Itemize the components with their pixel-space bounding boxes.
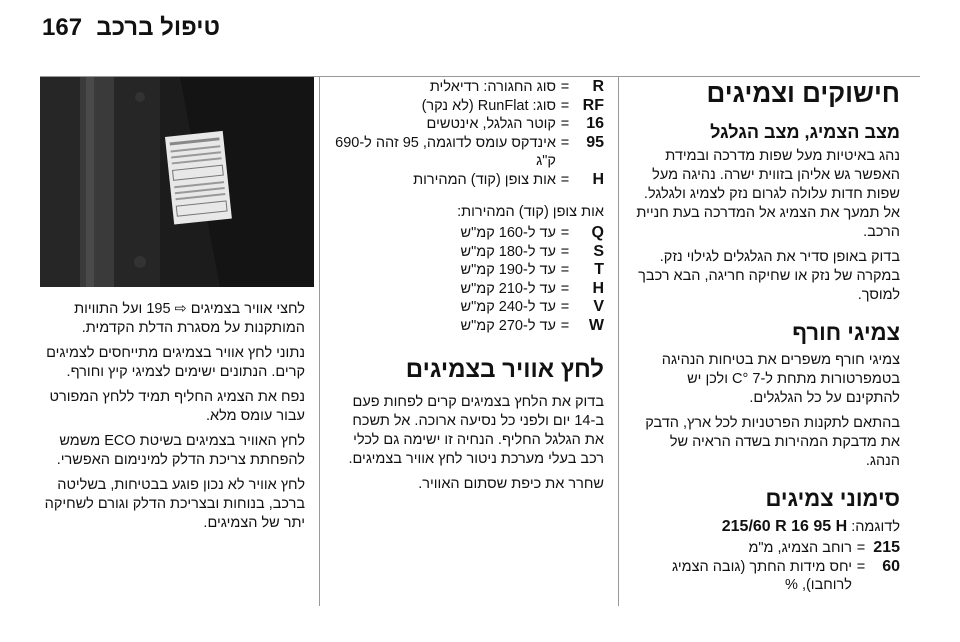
door-frame-tire-label-photo-icon [40, 77, 314, 287]
paragraph-pressure-reference: לחצי אוויר בצמיגים ⇨ 195 ועל התוויות המותקנות על מסגרת הדלת הקדמית. [74, 301, 305, 336]
section-title-tire-pressure: לחץ אוויר בצמיגים [405, 356, 604, 383]
paragraph-eco-pressure: לחץ האוויר בצמיגים בשיטת ECO משמש להפחתת צריכת הדלק למינימום האפשרי. [56, 433, 305, 468]
speed-code-equals: = [560, 299, 570, 315]
definition-text: רוחב הצמיג, מ"מ [748, 540, 852, 556]
definition-equals: = [856, 558, 866, 575]
speed-code-text: עד ל-160 קמ"ש [460, 225, 556, 241]
right-column [632, 78, 900, 595]
speed-code-row [332, 243, 604, 262]
definition-code: R [592, 78, 604, 95]
speed-code-text: עד ל-240 קמ"ש [460, 299, 556, 315]
speed-code-row [332, 261, 604, 280]
marking-definitions-continued [332, 78, 604, 189]
definition-text: אינדקס עומס לדוגמה, 95 זהה ל-690 ק"ג [335, 134, 556, 169]
definition-code: 16 [586, 115, 604, 132]
speed-code-table [332, 224, 604, 335]
definition-row [332, 171, 604, 190]
paragraph-inspect: בדוק באופן סדיר את הגלגלים לגילוי נזק. במקרה של נזק או שחיקה חריגה, הבא רכבך למוסך. [638, 249, 900, 303]
example-label: לדוגמה: [851, 519, 900, 535]
paragraph-check-pressure: בדוק את הלחץ בצמיגים קרים לפחות פעם ב-14 יום ולפני כל נסיעה ארוכה. אל תשכח את הגלגל החליף. הנחיה זו ישימה גם לכלי רכב בעלי מערכת ניטור לחץ אוויר בצמיגים. [348, 394, 604, 467]
page-number: 167 [42, 14, 83, 41]
definition-text: סוג החגורה: רדיאלית [429, 79, 556, 95]
definition-code: RF [582, 96, 604, 114]
speed-code-text: עד ל-210 קמ"ש [460, 280, 556, 297]
definition-text: סוג: RunFlat (לא נקר) [421, 97, 556, 114]
section-title-wheels-tires: חישוקים וצמיגים [706, 78, 900, 108]
speed-code-equals: = [560, 280, 570, 297]
definition-equals: = [560, 116, 570, 132]
definition-code: 215 [873, 539, 900, 556]
definition-equals: = [560, 79, 570, 95]
paragraph-winter-tires: צמיגי חורף משפרים את בטיחות הנהיגה בטמפרטורות מתחת ל-7 °C ולכן יש להתקינם על כל הגלגלים. [661, 352, 900, 406]
column-divider-right [618, 76, 619, 606]
speed-code-text: עד ל-190 קמ"ש [460, 262, 556, 278]
speed-code-row [332, 280, 604, 299]
speed-code-equals: = [560, 243, 570, 260]
speed-code-row [332, 224, 604, 243]
tire-marking-example [632, 517, 900, 537]
page-header [42, 14, 220, 42]
speed-code-row [332, 317, 604, 336]
definition-text: אות צופן (קוד) המהירות [413, 171, 556, 188]
speed-code: T [594, 261, 604, 278]
definition-text: יחס מידות החתך (גובה הצמיג לרוחבו), % [672, 558, 852, 593]
definition-text: קוטר הגלגל, אינטשים [426, 116, 556, 132]
page-header-title: טיפול ברכב [96, 14, 220, 41]
definition-code: 95 [586, 133, 604, 151]
speed-code-equals: = [560, 225, 570, 241]
speed-code-equals: = [560, 262, 570, 278]
definition-row [332, 134, 604, 171]
subtitle-tire-condition: מצב הצמיג, מצב הגלגל [710, 122, 900, 142]
speed-code-text: עד ל-180 קמ"ש [460, 243, 556, 260]
paragraph-curbs: נהג באיטיות מעל שפות מדרכה ובמידת האפשר גש אליהן בזווית ישרה. נהיגה מעל שפות חדות עלולה לגרום נזק לצמיג ולגלגל. אל תמעך את הצמיג אל המדרכה בעת חניית הרכב. [636, 148, 900, 240]
definition-equals: = [560, 171, 570, 188]
definition-row [632, 539, 900, 558]
middle-column [332, 78, 604, 500]
definition-code: H [592, 170, 604, 188]
paragraph-spare-tire: נפח את הצמיג החליף תמיד ללחץ המפורט עבור עומס מלא. [49, 389, 305, 424]
column-divider-left [319, 76, 320, 606]
speed-code: W [588, 316, 604, 334]
paragraph-wrong-pressure: לחץ אוויר לא נכון פוגע בבטיחות, בשליטה ברכב, בנוחות ובצריכת הדלק וגורם לשחיקה יתר של הצמיגים. [44, 477, 305, 531]
speed-code-text: עד ל-270 קמ"ש [460, 317, 556, 334]
left-column [40, 300, 305, 539]
definition-row [632, 558, 900, 595]
subtitle-winter-tires: צמיגי חורף [792, 320, 900, 345]
door-frame-label-photo [40, 77, 314, 287]
definition-row [332, 97, 604, 116]
speed-code: Q [591, 224, 604, 241]
paragraph-valve-cap: שחרר את כיפת שסתום האוויר. [418, 476, 604, 492]
example-code: 215/60 R 16 95 H [721, 518, 848, 535]
definition-equals: = [856, 540, 866, 556]
definition-row [332, 115, 604, 134]
definition-equals: = [560, 97, 570, 114]
speed-code-row [332, 298, 604, 317]
speed-code: H [592, 279, 604, 297]
definition-row [332, 78, 604, 97]
definition-equals: = [560, 134, 570, 151]
definition-code: 60 [882, 557, 900, 575]
speed-code: V [593, 298, 604, 315]
subtitle-tire-markings: סימוני צמיגים [765, 486, 900, 511]
speed-code-equals: = [560, 317, 570, 334]
paragraph-cold-tires: נתוני לחץ אוויר בצמיגים מתייחסים לצמיגים קרים. הנתונים ישימים לצמיגי קיץ וחורף. [46, 345, 305, 380]
speed-code-intro: אות צופן (קוד) המהירות: [457, 204, 604, 220]
marking-definitions [632, 539, 900, 595]
speed-code: S [593, 242, 604, 260]
paragraph-speed-sticker: בהתאם לתקנות הפרטניות לכל ארץ, הדבק את מדבקת המהירות בשדה הראיה של הנהג. [645, 415, 900, 469]
